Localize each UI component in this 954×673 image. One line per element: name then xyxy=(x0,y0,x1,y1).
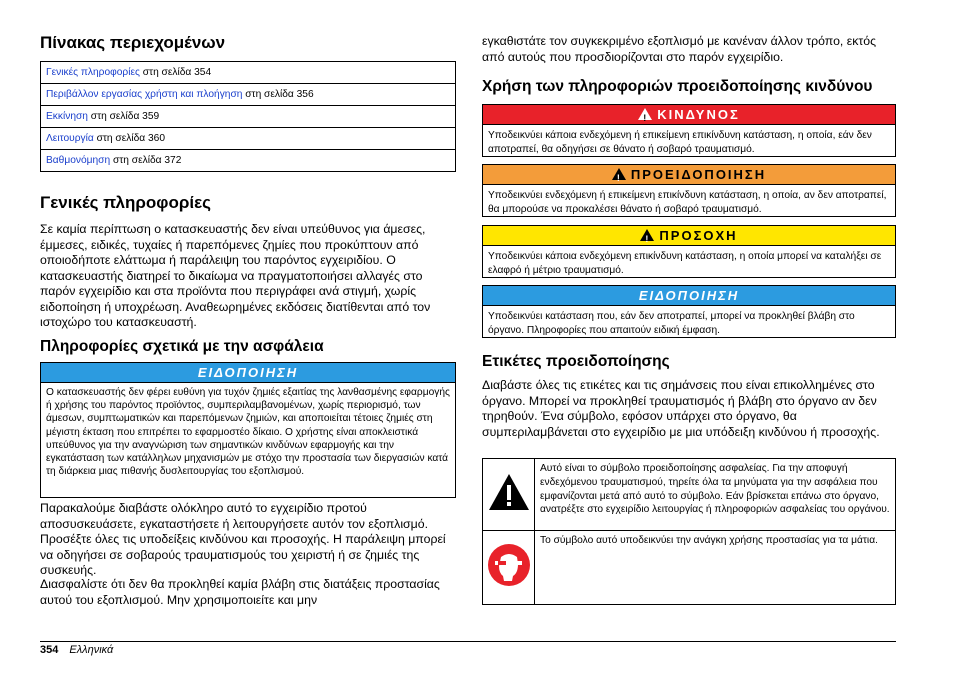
toc-link[interactable]: Βαθμονόμηση xyxy=(46,155,111,166)
caution-text: Υποδεικνύει κάποια ενδεχόμενη επικίνδυνη κατάσταση, η οποία μπορεί να καταλήξει σε ελαφρό ή μέτριο τραυματισμό. xyxy=(488,251,882,276)
symbol-row xyxy=(483,531,896,605)
notice-header: ΕΙΔΟΠΟΙΗΣΗ xyxy=(483,286,895,306)
toc-page-ref: στη σελίδα 360 xyxy=(93,133,165,144)
footer-divider xyxy=(40,641,896,642)
caution-header xyxy=(483,226,895,246)
danger-label: ΚΙΝΔΥΝΟΣ xyxy=(657,107,740,122)
toc-row xyxy=(41,150,456,172)
warning-header xyxy=(483,165,895,185)
protection-text: Διασφαλίστε ότι δεν θα προκληθεί καμία βλάβη στις διατάξεις προστασίας αυτού του εξοπλισμού. Μην χρησιμοποιείτε και μην xyxy=(40,577,440,607)
symbol-row xyxy=(483,459,896,531)
warning-text: Υποδεικνύει ενδεχόμενη ή επικείμενη επικίνδυνη κατάσταση, η οποία, αν δεν αποτραπεί, θα μπορούσε να προκαλέσει θάνατο ή σοβαρό τραυματισμό. xyxy=(488,190,887,215)
hazard-info-title: Χρήση των πληροφοριών προειδοποίησης κινδύνου xyxy=(482,78,873,95)
toc-table xyxy=(40,61,456,172)
warning-label: ΠΡΟΕΙΔΟΠΟΙΗΣΗ xyxy=(630,167,767,182)
toc-row xyxy=(41,62,456,84)
read-manual-text: Παρακαλούμε διαβάστε ολόκληρο αυτό το εγχειρίδιο προτού αποσυσκευάσετε, εγκαταστήσετε ή λειτουργήσετε αυτόν τον εξοπλισμό. Προσέξτε όλες τις υποδείξεις κινδύνου και προσοχής. Η παράλειψη μπορεί να οδηγήσει σε σοβαρούς τραυματισμούς του χειριστή ή σε ζημιές της συσκευής. xyxy=(40,501,446,577)
toc-link[interactable]: Γενικές πληροφορίες xyxy=(46,67,140,78)
notice-text: Ο κατασκευαστής δεν φέρει ευθύνη για τυχόν ζημιές εξαιτίας της λανθασμένης εφαρμογής ή χρήσης του παρόντος προϊόντος, συμπεριλαμβανομένων, χωρίς περιορισμό, των άμεσων, συμπτωματικών και παρεπόμενων ζημιών, και αποποιείται τέτοιες ζημιές στη μέγιστη έκταση που επιτρέπει το εφαρμοστέο δίκαιο. Ο χρήστης είναι αποκλειστικά υπεύθυνος για την αναγνώριση των σημαντικών κινδύνων εφαρμογής και την εγκατάσταση των κατάλληλων μηχανισμών με στόχο την προστασία των διεργασιών κατά τη διάρκεια μιας πιθανής δυσλειτουργίας του εξοπλισμού. xyxy=(46,387,450,478)
caution-label: ΠΡΟΣΟΧΗ xyxy=(659,228,738,243)
danger-header xyxy=(483,105,895,125)
symbol-description: Αυτό είναι το σύμβολο προειδοποίησης ασφαλείας. Για την αποφυγή ενδεχόμενου τραυματισμού, τηρείτε όλα τα μηνύματα για την ασφάλεια που εμφανίζονται μετά από αυτό το σύμβολο. Εάν βρίσκεται επάνω στο όργανο, ανατρέξτε στο εγχειρίδιο λειτουργίας ή πληροφοριών ασφαλείας του οργάνου. xyxy=(535,459,896,531)
symbol-description: Το σύμβολο αυτό υποδεικνύει την ανάγκη χρήσης προστασίας για τα μάτια. xyxy=(535,531,896,605)
notice-box xyxy=(482,285,896,338)
eye-protection-symbol-icon xyxy=(487,543,531,587)
warning-labels-title: Ετικέτες προειδοποίησης xyxy=(482,353,670,370)
toc-link[interactable]: Περιβάλλον εργασίας χρήστη και πλοήγηση xyxy=(46,89,243,100)
toc-page-ref: στη σελίδα 359 xyxy=(87,111,160,122)
toc-row xyxy=(41,106,456,128)
notice-box xyxy=(40,362,456,498)
toc-row xyxy=(41,128,456,150)
danger-box xyxy=(482,104,896,157)
toc-page-ref: στη σελίδα 372 xyxy=(110,155,182,166)
footer-language: Ελληνικά xyxy=(69,644,114,656)
warning-labels-text: Διαβάστε όλες τις ετικέτες και τις σημάνσεις που είναι επικολλημένες στο όργανο. Μπορεί να προκληθεί τραυματισμός ή βλάβη στο όργανο αν δεν τηρηθούν. Ένα σύμβολο, εφόσον υπάρχει στο όργανο, θα συμπεριλαμβάνεται στο εγχειρίδιο με μια υπόδειξη κινδύνου ή προσοχής. xyxy=(482,378,880,439)
page-footer xyxy=(40,644,113,656)
toc-page-ref: στη σελίδα 354 xyxy=(139,67,212,78)
symbol-icon-cell xyxy=(483,459,535,531)
toc-link[interactable]: Λειτουργία xyxy=(46,133,94,144)
warning-box xyxy=(482,164,896,217)
safety-info-title: Πληροφορίες σχετικά με την ασφάλεια xyxy=(40,338,324,355)
toc-page-ref: στη σελίδα 356 xyxy=(242,89,314,100)
symbols-table xyxy=(482,458,896,605)
symbol-icon-cell xyxy=(483,531,535,605)
continued-text: εγκαθιστάτε τον συγκεκριμένο εξοπλισμό με κανέναν άλλον τρόπο, εκτός από αυτούς που προσδιορίζονται στο παρόν εγχειρίδιο. xyxy=(482,34,877,64)
danger-text: Υποδεικνύει κάποια ενδεχόμενη ή επικείμενη επικίνδυνη κατάσταση, η οποία, εάν δεν αποτραπεί, θα οδηγήσει σε θάνατο ή σοβαρό τραυματισμό. xyxy=(488,130,872,155)
toc-row xyxy=(41,84,456,106)
general-warning-symbol-icon xyxy=(487,472,531,512)
toc-link[interactable]: Εκκίνηση xyxy=(46,111,88,122)
notice-header: ΕΙΔΟΠΟΙΗΣΗ xyxy=(41,363,455,383)
page-number: 354 xyxy=(40,644,59,656)
warning-triangle-icon xyxy=(612,168,626,180)
caution-box xyxy=(482,225,896,278)
general-info-title: Γενικές πληροφορίες xyxy=(40,193,211,212)
toc-title: Πίνακας περιεχομένων xyxy=(40,33,226,52)
warning-triangle-icon xyxy=(638,108,652,120)
warning-triangle-icon xyxy=(640,229,654,241)
general-info-text: Σε καμία περίπτωση ο κατασκευαστής δεν είναι υπεύθυνος για άμεσες, έμμεσες, ειδικές, τυχαίες ή παρεπόμενες ζημίες που προκύπτουν από οποιοδήποτε ελάττωμα ή παράλειψη του παρόντος εγχειριδίου. Ο κατασκευαστής διατηρεί το δικαίωμα να πραγματοποιήσει αλλαγές στο παρόν εγχειρίδιο και στα προϊόντα που περιγράφει ανά στιγμή, χωρίς ειδοποίηση ή υποχρέωση. Αναθεωρημένες εκδόσεις διατίθενται από τον ιστοχώρο του κατασκευαστή. xyxy=(40,222,431,329)
notice-text: Υποδεικνύει κατάσταση που, εάν δεν αποτραπεί, μπορεί να προκληθεί βλάβη στο όργανο. Πληροφορίες που απαιτούν ειδική έμφαση. xyxy=(488,311,855,336)
